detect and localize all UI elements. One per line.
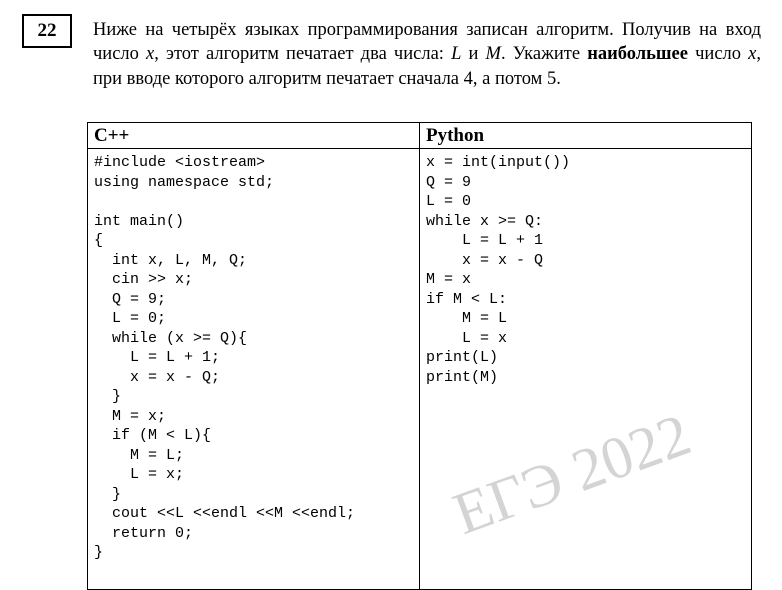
var-m: M: [485, 44, 501, 65]
watermark: ЕГЭ 2022: [444, 400, 699, 548]
cpp-code: #include <iostream> using namespace std; int main() { int x, L, M, Q; cin >> x; Q = 9; L = 0; while (x >= Q){ L = L + 1; x = x - Q; } M = x; if (M < L){ M = L; L = x; } cout <<L <<endl <<M <<endl; return 0; }: [94, 154, 356, 561]
python-code: x = int(input()) Q = 9 L = 0 while x >= Q: L = L + 1 x = x - Q M = x if M < L: M = L L = x print(L) print(M): [426, 154, 571, 386]
text: Ниже на четырёх языках программирования записан алгоритм. Получив на вход число: [93, 20, 761, 65]
python-cell: [420, 149, 752, 590]
text: . Укажите: [500, 44, 588, 65]
task-number: 22: [22, 14, 72, 48]
code-table: [87, 122, 752, 590]
cpp-cell: [88, 149, 420, 590]
text: , при вводе которого алгоритм печатает сначала 4, а потом 5.: [93, 44, 761, 89]
text: , этот алгоритм печатает два числа:: [154, 44, 452, 65]
var-x: x: [748, 44, 757, 65]
var-l: L: [451, 44, 462, 65]
task-text: [93, 18, 761, 91]
emphasis: наибольшее: [587, 44, 688, 65]
header-cpp: C++: [88, 123, 420, 149]
var-x: x: [146, 44, 155, 65]
text: число: [687, 44, 749, 65]
text: и: [461, 44, 486, 65]
header-python: Python: [420, 123, 752, 149]
